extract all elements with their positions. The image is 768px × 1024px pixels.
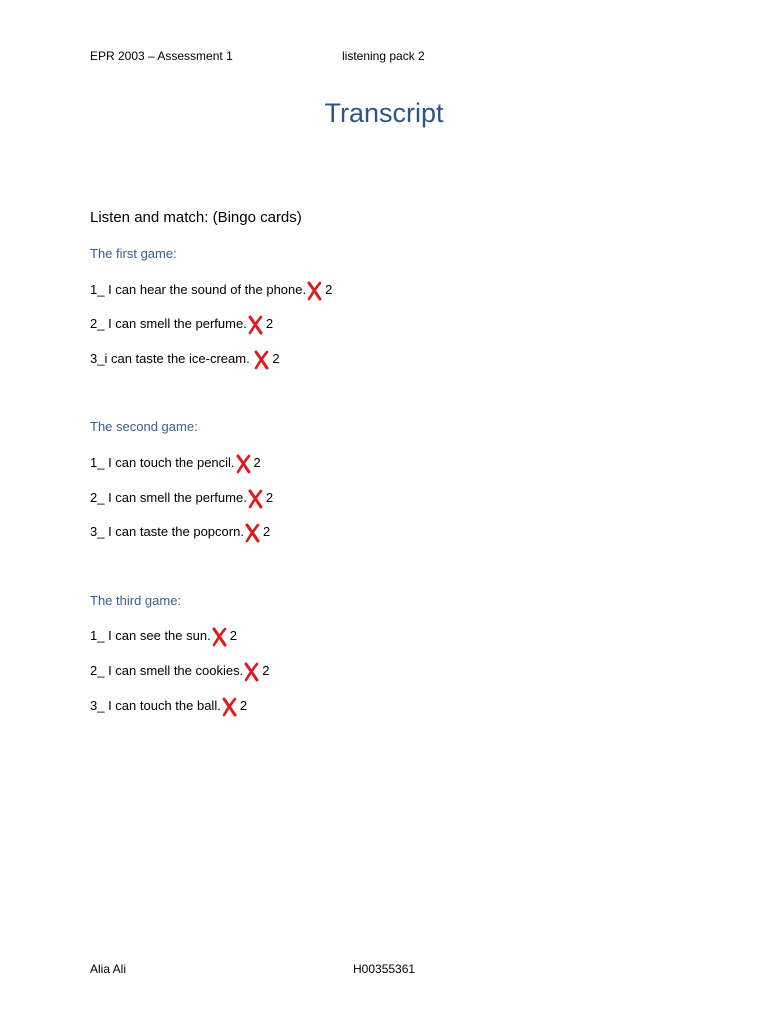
red-x-mark-icon bbox=[307, 281, 322, 301]
footer-student-name: Alia Ali bbox=[90, 962, 127, 976]
item-number: 2 bbox=[229, 628, 237, 643]
item-number: 2 bbox=[239, 698, 248, 713]
list-item bbox=[90, 522, 270, 542]
item-text: 1_ I can see the sun. bbox=[90, 628, 211, 643]
list-item bbox=[90, 696, 247, 716]
red-x-mark-icon bbox=[236, 454, 251, 474]
footer-student-id: H00355361 bbox=[353, 962, 416, 976]
header-course: EPR 2003 – Assessment 1 bbox=[90, 49, 233, 63]
item-text: 1_ I can hear the sound of the phone. bbox=[90, 282, 307, 297]
list-item bbox=[90, 626, 237, 646]
game-title-third: The third game: bbox=[90, 593, 182, 608]
section-heading: Listen and match: (Bingo cards) bbox=[90, 209, 302, 226]
list-item bbox=[90, 488, 273, 508]
red-x-mark-icon bbox=[222, 697, 237, 717]
red-x-mark-icon bbox=[212, 627, 227, 647]
list-item bbox=[90, 280, 332, 300]
page-title: Transcript bbox=[324, 98, 444, 128]
game-title-first: The first game: bbox=[90, 246, 177, 261]
item-number: 2 bbox=[272, 351, 280, 366]
item-text: 2_ I can smell the perfume. bbox=[90, 490, 247, 505]
list-item bbox=[90, 453, 261, 473]
item-text: 3_ I can taste the popcorn. bbox=[90, 524, 244, 539]
red-x-mark-icon bbox=[248, 315, 263, 335]
list-item bbox=[90, 314, 273, 334]
item-number: 2 bbox=[325, 282, 333, 297]
list-item bbox=[90, 661, 269, 681]
game-title-second: The second game: bbox=[90, 419, 198, 434]
red-x-mark-icon bbox=[245, 523, 260, 543]
red-x-mark-icon bbox=[254, 350, 269, 370]
item-number: 2 bbox=[265, 490, 274, 505]
red-x-mark-icon bbox=[248, 489, 263, 509]
item-text: 1_ I can touch the pencil. bbox=[90, 455, 235, 470]
red-x-mark-icon bbox=[244, 662, 259, 682]
list-item bbox=[90, 349, 280, 369]
item-number: 2 bbox=[253, 455, 261, 470]
item-text: 3_ I can touch the ball. bbox=[90, 698, 221, 713]
item-number: 2 bbox=[265, 316, 274, 331]
item-text: 3_i can taste the ice-cream. bbox=[90, 351, 254, 366]
item-number: 2 bbox=[262, 663, 270, 678]
item-number: 2 bbox=[262, 524, 271, 539]
header-pack: listening pack 2 bbox=[342, 49, 425, 63]
item-text: 2_ I can smell the cookies. bbox=[90, 663, 244, 678]
item-text: 2_ I can smell the perfume. bbox=[90, 316, 247, 331]
